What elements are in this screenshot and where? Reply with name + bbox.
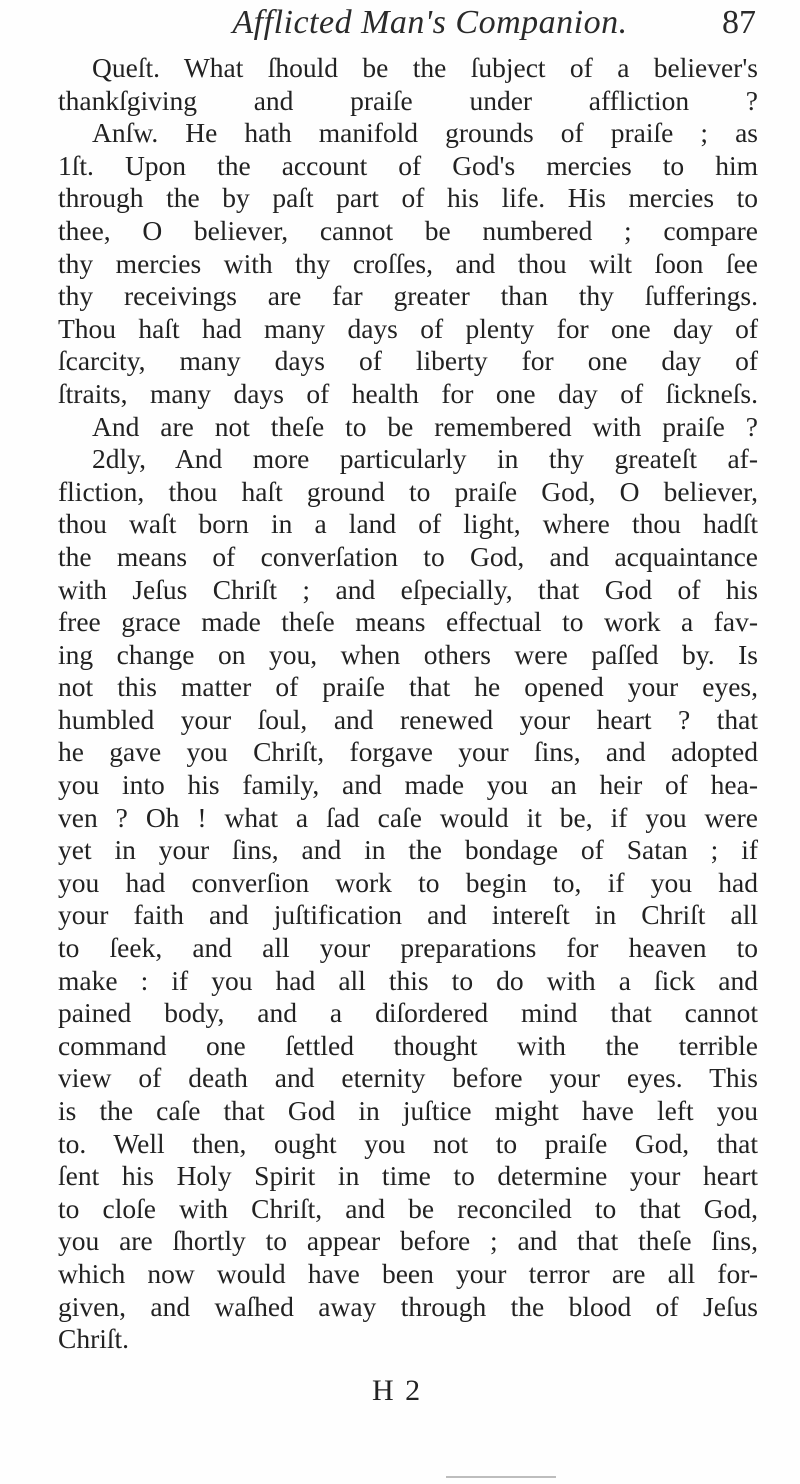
text-line: to cloſe with Chriſt, and be reconciled to that God, — [58, 1192, 758, 1224]
page-number: 87 — [722, 4, 756, 41]
text-line: the means of converſation to God, and acquaintance — [58, 540, 758, 572]
text-line: which now would have been your terror are all for- — [58, 1257, 758, 1289]
text-line: view of death and eternity before your eyes. This — [58, 1062, 758, 1094]
text-line: thankſgiving and praiſe under affliction ? — [58, 84, 758, 116]
text-line: And are not theſe to be remembered with praiſe ? — [92, 410, 758, 442]
running-head — [0, 4, 800, 52]
text-line: ing change on you, when others were paſſed by. Is — [58, 638, 758, 670]
text-line: Anſw. He hath manifold grounds of praiſe ; as — [92, 117, 758, 149]
text-line: yet in your ſins, and in the bondage of Satan ; if — [58, 834, 758, 866]
text-line: Thou haſt had many days of plenty for one day of — [58, 312, 758, 344]
text-line: make : if you had all this to do with a ſick and — [58, 964, 758, 996]
text-line: ſcarcity, many days of liberty for one day of — [58, 345, 758, 377]
text-line: is the caſe that God in juſtice might have left you — [58, 1095, 758, 1126]
text-line: you into his family, and made you an heir of hea- — [58, 769, 758, 801]
text-line: pained body, and a diſordered mind that cannot — [58, 997, 758, 1029]
text-line: ven ? Oh ! what a ſad caſe would it be, if you were — [58, 801, 758, 833]
text-line: ſent his Holy Spirit in time to determine your heart — [58, 1160, 758, 1192]
text-line: you had converſion work to begin to, if you had — [58, 866, 758, 898]
text-line: command one ſettled thought with the terrible — [58, 1029, 758, 1061]
text-line: Queſt. What ſhould be the ſubject of a believer's — [92, 52, 758, 83]
text-line: thou waſt born in a land of light, where thou hadſt — [58, 508, 758, 540]
text-line: thy mercies with thy croſſes, and thou wilt ſoon ſee — [58, 247, 758, 279]
text-line: with Jeſus Chriſt ; and eſpecially, that God of his — [58, 573, 758, 605]
body-text — [58, 52, 758, 1356]
text-line: to ſeek, and all your preparations for heaven to — [58, 932, 758, 964]
printer-signature-mark: H 2 — [372, 1374, 423, 1407]
text-line: he gave you Chriſt, forgave your ſins, and adopted — [58, 736, 758, 768]
text-line: 1ſt. Upon the account of God's mercies to him — [58, 149, 758, 181]
text-line: thee, O believer, cannot be numbered ; compare — [58, 214, 758, 246]
text-line: humbled your ſoul, and renewed your heart ? that — [58, 703, 758, 735]
bottom-rule — [446, 1476, 556, 1478]
running-title: Afflicted Man's Companion. — [232, 4, 628, 41]
text-line: not this matter of praiſe that he opened your eyes, — [58, 671, 758, 703]
text-line: your faith and juſtification and intereſt in Chriſt all — [58, 899, 758, 931]
text-line: to. Well then, ought you not to praiſe God, that — [58, 1127, 758, 1159]
text-line: thy receivings are far greater than thy ſufferings. — [58, 280, 758, 312]
text-line: you are ſhortly to appear before ; and that theſe ſins, — [58, 1225, 758, 1257]
text-line: through the by paſt part of his life. His mercies to — [58, 182, 758, 214]
text-line: fliction, thou haſt ground to praiſe God, O believer, — [58, 475, 758, 507]
text-line: Chriſt. — [58, 1323, 130, 1355]
text-line: given, and waſhed away through the blood of Jeſus — [58, 1290, 758, 1322]
text-line: ſtraits, many days of health for one day of ſickneſs. — [58, 377, 758, 409]
text-line: 2dly, And more particularly in thy greateſt af- — [92, 443, 758, 475]
text-line: free grace made theſe means effectual to work a fav- — [58, 606, 758, 638]
